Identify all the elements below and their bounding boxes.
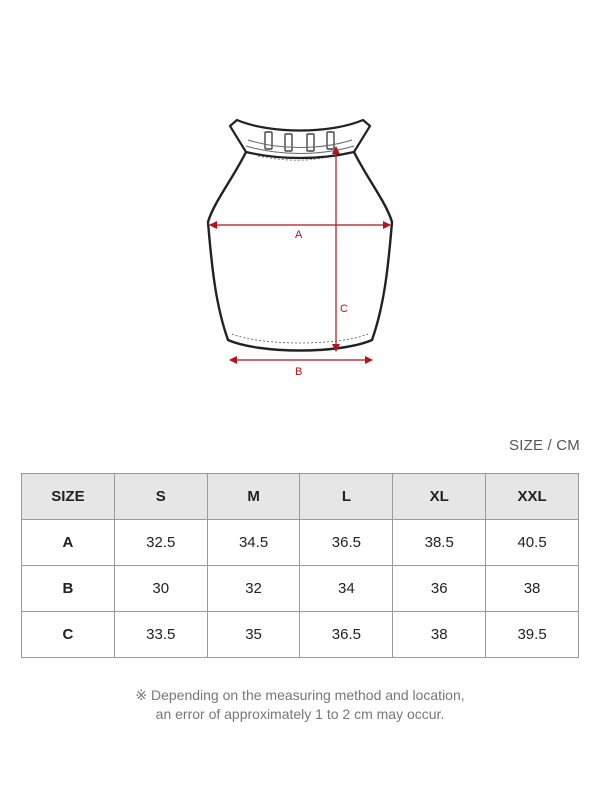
table-cell: 30 — [114, 566, 207, 612]
table-cell: 36.5 — [300, 520, 393, 566]
table-cell: 38.5 — [393, 520, 486, 566]
table-cell: 38 — [393, 612, 486, 658]
table-header-row — [22, 474, 579, 520]
table-row — [22, 520, 579, 566]
table-cell: 39.5 — [486, 612, 579, 658]
header-cell: XXL — [486, 474, 579, 520]
table-cell: 34.5 — [207, 520, 300, 566]
dimension-b-label: B — [295, 366, 303, 378]
garment-outline — [208, 152, 392, 351]
note-line-2: an error of approximately 1 to 2 cm may occur. — [155, 706, 445, 722]
dimension-a-label: A — [295, 229, 303, 241]
table-cell: 36.5 — [300, 612, 393, 658]
table-cell: 40.5 — [486, 520, 579, 566]
table-cell: 32 — [207, 566, 300, 612]
neck-band — [230, 120, 370, 158]
table-cell: 38 — [486, 566, 579, 612]
table-row — [22, 566, 579, 612]
measurement-note — [0, 686, 600, 724]
dimension-c-label: C — [340, 303, 348, 315]
row-label: C — [22, 612, 115, 658]
row-label: B — [22, 566, 115, 612]
table-cell: 32.5 — [114, 520, 207, 566]
header-cell: XL — [393, 474, 486, 520]
table-cell: 34 — [300, 566, 393, 612]
header-cell: S — [114, 474, 207, 520]
table-cell: 33.5 — [114, 612, 207, 658]
note-line-1: ※ Depending on the measuring method and location, — [135, 687, 465, 703]
header-cell: M — [207, 474, 300, 520]
row-label: A — [22, 520, 115, 566]
table-row — [22, 612, 579, 658]
unit-label: SIZE / CM — [509, 437, 580, 454]
table-cell: 36 — [393, 566, 486, 612]
header-cell: SIZE — [22, 474, 115, 520]
header-cell: L — [300, 474, 393, 520]
table-cell: 35 — [207, 612, 300, 658]
size-chart-table — [21, 473, 579, 658]
